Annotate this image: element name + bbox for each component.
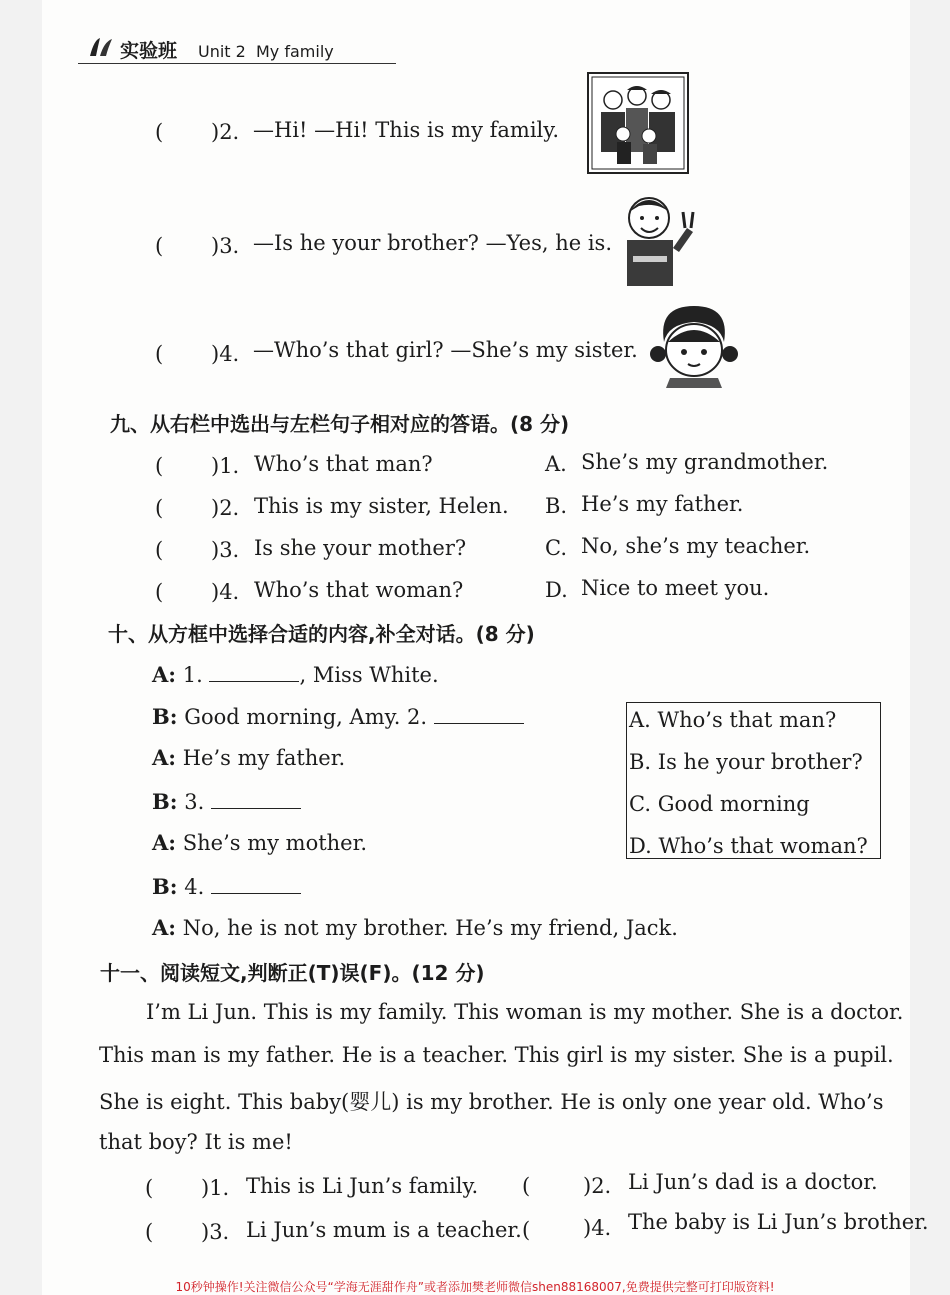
s11-q-3: Li Jun’s mum is a teacher. [246, 1218, 522, 1242]
box-option-b [629, 750, 863, 774]
s10-line-5 [152, 830, 367, 855]
box-letter-a: A. [629, 708, 651, 732]
s10-speaker-2: B: [152, 704, 178, 729]
s8-text-2: —Hi! —Hi! This is my family. [253, 118, 559, 142]
s9-paren-3: ( [155, 538, 164, 562]
s10-line-2 [152, 703, 524, 729]
s11-paren-3: ( [145, 1220, 154, 1244]
s11-q-1: This is Li Jun’s family. [246, 1174, 479, 1198]
passage-line-3: She is eight. This baby(婴儿) is my brother. He is only one year old. Who’s [99, 1090, 884, 1114]
family-photo-icon [587, 72, 689, 174]
box-option-c [629, 792, 810, 816]
section11-title: 十一、阅读短文,判断正(T)误(F)。(12 分) [100, 961, 485, 985]
s8-text-3: —Is he your brother? —Yes, he is. [253, 231, 612, 255]
s11-num-4: )4. [583, 1216, 612, 1240]
header-title: My family [256, 42, 334, 61]
s8-num-3: )3. [211, 234, 240, 258]
s11-paren-1: ( [145, 1176, 154, 1200]
boy-waving-icon [617, 188, 707, 290]
s10-speaker-7: A: [152, 915, 177, 940]
s11-q-2: Li Jun’s dad is a doctor. [628, 1170, 878, 1194]
s8-paren-3: ( [155, 234, 164, 258]
s10-pre-2: Good morning, Amy. 2. [184, 705, 428, 729]
s9-paren-2: ( [155, 496, 164, 520]
s10-line-7 [152, 915, 678, 940]
s9-left-3: Is she your mother? [254, 536, 467, 560]
box-text-b: Is he your brother? [657, 750, 863, 774]
s9-right-letter-a: A. [545, 452, 567, 476]
s9-paren-4: ( [155, 580, 164, 604]
s9-right-letter-d: D. [545, 578, 568, 602]
s9-right-b: He’s my father. [581, 492, 744, 516]
box-letter-b: B. [629, 750, 652, 774]
s11-q-4: The baby is Li Jun’s brother. [628, 1210, 929, 1234]
s10-line-3 [152, 745, 345, 770]
s10-pre-3: He’s my father. [182, 746, 346, 770]
header-logo-text: 实验班 [120, 40, 178, 62]
s10-speaker-4: B: [152, 789, 178, 814]
s9-num-3: )3. [211, 538, 240, 562]
section9-title: 九、从右栏中选出与左栏句子相对应的答语。(8 分) [110, 412, 570, 436]
s8-num-4: )4. [211, 342, 240, 366]
footer-promo: 10秒钟操作!关注微信公众号“学海无涯甜作舟”或者添加樊老师微信shen88168007,免费提供完整可打印版资料! [175, 1280, 775, 1294]
s8-paren-2: ( [155, 120, 164, 144]
s9-right-a: She’s my grandmother. [581, 450, 829, 474]
s8-paren-4: ( [155, 342, 164, 366]
s10-blank-2[interactable] [434, 703, 524, 724]
box-text-d: Who’s that woman? [658, 834, 868, 858]
s10-line-6 [152, 873, 301, 899]
s11-num-1: )1. [201, 1176, 230, 1200]
s9-right-d: Nice to meet you. [581, 576, 770, 600]
s10-blank-3[interactable] [211, 788, 301, 809]
s10-line-4 [152, 788, 301, 814]
header-unit: Unit 2 [198, 42, 246, 61]
girl-icon [648, 302, 740, 388]
s9-num-1: )1. [211, 454, 240, 478]
s9-left-2: This is my sister, Helen. [254, 494, 509, 518]
s10-pre-5: She’s my mother. [182, 831, 368, 855]
s10-speaker-3: A: [152, 745, 177, 770]
passage-line-2: This man is my father. He is a teacher. This girl is my sister. She is a pupil. [99, 1043, 894, 1067]
s10-pre-7: No, he is not my brother. He’s my friend, Jack. [182, 916, 678, 940]
s10-speaker-1: A: [152, 662, 177, 687]
box-text-a: Who’s that man? [657, 708, 837, 732]
section10-title: 十、从方框中选择合适的内容,补全对话。(8 分) [108, 622, 535, 646]
box-letter-d: D. [629, 834, 652, 858]
passage-line-1: I’m Li Jun. This is my family. This woman is my mother. She is a doctor. [146, 1000, 904, 1024]
box-option-d [629, 834, 868, 858]
s10-pre-1: 1. [182, 663, 203, 687]
book-logo-icon [86, 36, 118, 58]
s9-num-2: )2. [211, 496, 240, 520]
s9-paren-1: ( [155, 454, 164, 478]
s10-pre-4: 3. [184, 790, 205, 814]
header-rule [78, 63, 396, 64]
s11-paren-2: ( [522, 1174, 531, 1198]
s9-right-c: No, she’s my teacher. [581, 534, 811, 558]
s11-paren-4: ( [522, 1218, 531, 1242]
s8-num-2: )2. [211, 120, 240, 144]
s11-num-2: )2. [583, 1174, 612, 1198]
passage-line-4: that boy? It is me! [99, 1130, 293, 1154]
box-letter-c: C. [629, 792, 651, 816]
s10-blank-4[interactable] [211, 873, 301, 894]
box-text-c: Good morning [657, 792, 810, 816]
s9-left-1: Who’s that man? [254, 452, 433, 476]
s10-pre-6: 4. [184, 875, 205, 899]
box-option-a [629, 708, 836, 732]
s10-post-1: , Miss White. [299, 663, 439, 687]
s9-right-letter-b: B. [545, 494, 568, 518]
options-box [626, 702, 881, 859]
s10-blank-1[interactable] [209, 661, 299, 682]
s8-text-4: —Who’s that girl? —She’s my sister. [253, 338, 638, 362]
s11-num-3: )3. [201, 1220, 230, 1244]
s9-right-letter-c: C. [545, 536, 567, 560]
s10-line-1 [152, 661, 439, 687]
s9-num-4: )4. [211, 580, 240, 604]
s9-left-4: Who’s that woman? [254, 578, 464, 602]
s10-speaker-5: A: [152, 830, 177, 855]
s10-speaker-6: B: [152, 874, 178, 899]
